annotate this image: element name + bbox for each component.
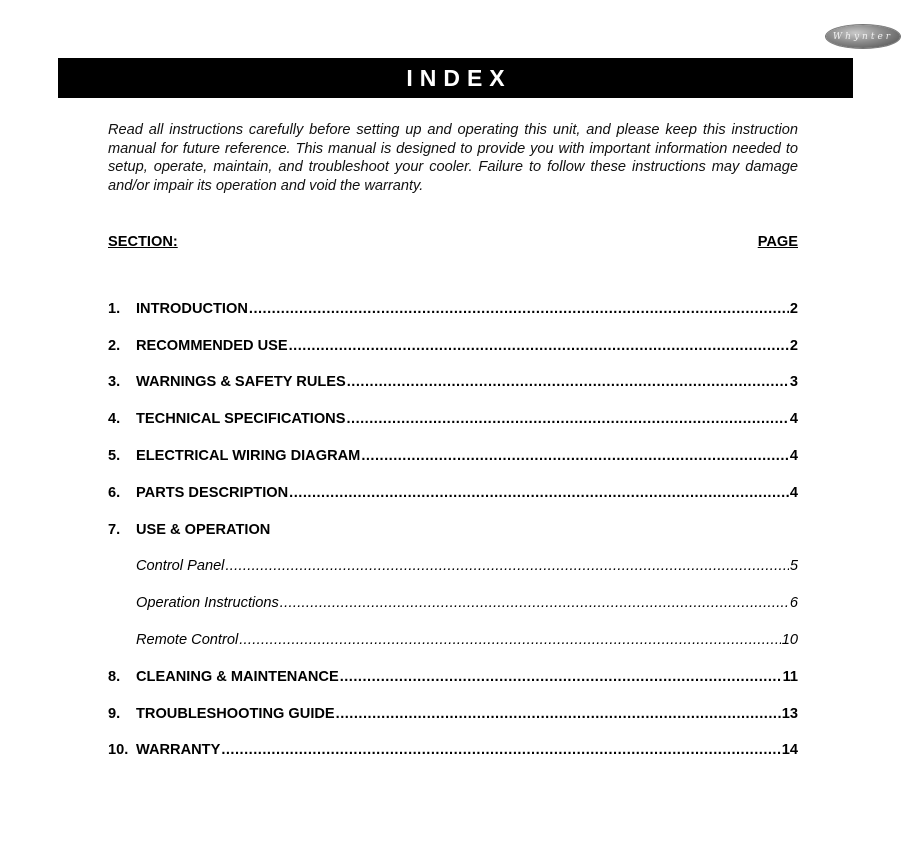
dot-leader — [225, 558, 788, 574]
title-bar — [58, 58, 853, 98]
toc-entry-label: WARNINGS & SAFETY RULES — [136, 374, 346, 391]
dot-leader — [221, 742, 780, 758]
toc-entry-label: PARTS DESCRIPTION — [136, 484, 289, 501]
toc-entry-label: CLEANING & MAINTENANCE — [136, 668, 339, 685]
toc-entry-label: INTRODUCTION — [136, 300, 248, 317]
toc-entry-number: 9. — [108, 705, 121, 722]
toc-entry-label: TROUBLESHOOTING GUIDE — [136, 705, 335, 722]
toc-entry-label: Operation Instructions — [136, 595, 279, 612]
page-title: INDEX — [406, 64, 512, 91]
toc-entry-electrical-wiring-diagram[interactable] — [108, 427, 798, 464]
table-of-contents — [108, 280, 798, 758]
toc-entry-page: 2 — [789, 300, 798, 317]
toc-entry-number: 2. — [108, 337, 121, 354]
toc-entry-label: ELECTRICAL WIRING DIAGRAM — [136, 447, 361, 464]
toc-entry-page: 3 — [789, 374, 798, 391]
toc-entry-label: RECOMMENDED USE — [136, 337, 288, 354]
dot-leader — [361, 448, 789, 464]
toc-entry-page: 6 — [789, 595, 798, 612]
toc-entry-number: 1. — [108, 300, 121, 317]
toc-entry-troubleshooting-guide[interactable] — [108, 685, 798, 722]
toc-entry-label: WARRANTY — [136, 742, 221, 759]
dot-leader — [249, 301, 789, 317]
toc-entry-page: 4 — [789, 447, 798, 464]
dot-leader — [346, 411, 788, 427]
toc-entry-page: 2 — [789, 337, 798, 354]
toc-entry-number: 10. — [108, 742, 129, 759]
toc-entry-number: 3. — [108, 374, 121, 391]
toc-subentry-operation-instructions[interactable] — [108, 574, 798, 611]
toc-subentry-control-panel[interactable] — [108, 538, 798, 575]
intro-paragraph: Read all instructions carefully before setting up and operating this unit, and please keep this instruction manual for future reference. This manual is designed to provide you with important information needed to setup, operate, maintain, and troubleshoot your cooler. Failure to follow these instructions may damage and/or impair its operation and void the warranty. — [108, 122, 798, 194]
whynter-logo — [826, 25, 900, 48]
logo-text: Whynter — [832, 31, 894, 42]
dot-leader — [289, 485, 789, 501]
toc-entry-page: 14 — [781, 742, 798, 759]
toc-entry-label: USE & OPERATION — [136, 521, 271, 538]
dot-leader — [340, 669, 782, 685]
toc-entry-warranty[interactable] — [108, 722, 798, 759]
toc-entry-number: 5. — [108, 447, 121, 464]
toc-entry-use-operation[interactable] — [108, 501, 798, 538]
page-column-header: PAGE — [757, 234, 798, 250]
toc-entry-introduction[interactable] — [108, 280, 798, 317]
toc-entry-label: TECHNICAL SPECIFICATIONS — [136, 411, 346, 428]
section-column-header: SECTION: — [108, 234, 178, 250]
toc-entry-page: 11 — [782, 668, 798, 685]
dot-leader — [347, 374, 789, 390]
toc-entry-label: Control Panel — [136, 558, 225, 575]
toc-entry-page: 13 — [781, 705, 798, 722]
toc-entry-parts-description[interactable] — [108, 464, 798, 501]
toc-entry-recommended-use[interactable] — [108, 317, 798, 354]
toc-entry-page: 4 — [789, 484, 798, 501]
toc-entry-page: 5 — [789, 558, 798, 575]
toc-entry-number: 7. — [108, 521, 121, 538]
toc-entry-page: 4 — [789, 411, 798, 428]
toc-entry-number: 6. — [108, 484, 121, 501]
toc-entry-number: 8. — [108, 668, 121, 685]
dot-leader — [289, 338, 789, 354]
toc-entry-warnings-safety-rules[interactable] — [108, 354, 798, 391]
dot-leader — [239, 632, 781, 648]
toc-entry-technical-specifications[interactable] — [108, 390, 798, 427]
toc-entry-number: 4. — [108, 411, 121, 428]
toc-subentry-remote-control[interactable] — [108, 611, 798, 648]
dot-leader — [280, 595, 789, 611]
toc-entry-page: 10 — [781, 631, 798, 648]
dot-leader — [336, 706, 781, 722]
toc-entry-cleaning-maintenance[interactable] — [108, 648, 798, 685]
toc-entry-label: Remote Control — [136, 631, 239, 648]
